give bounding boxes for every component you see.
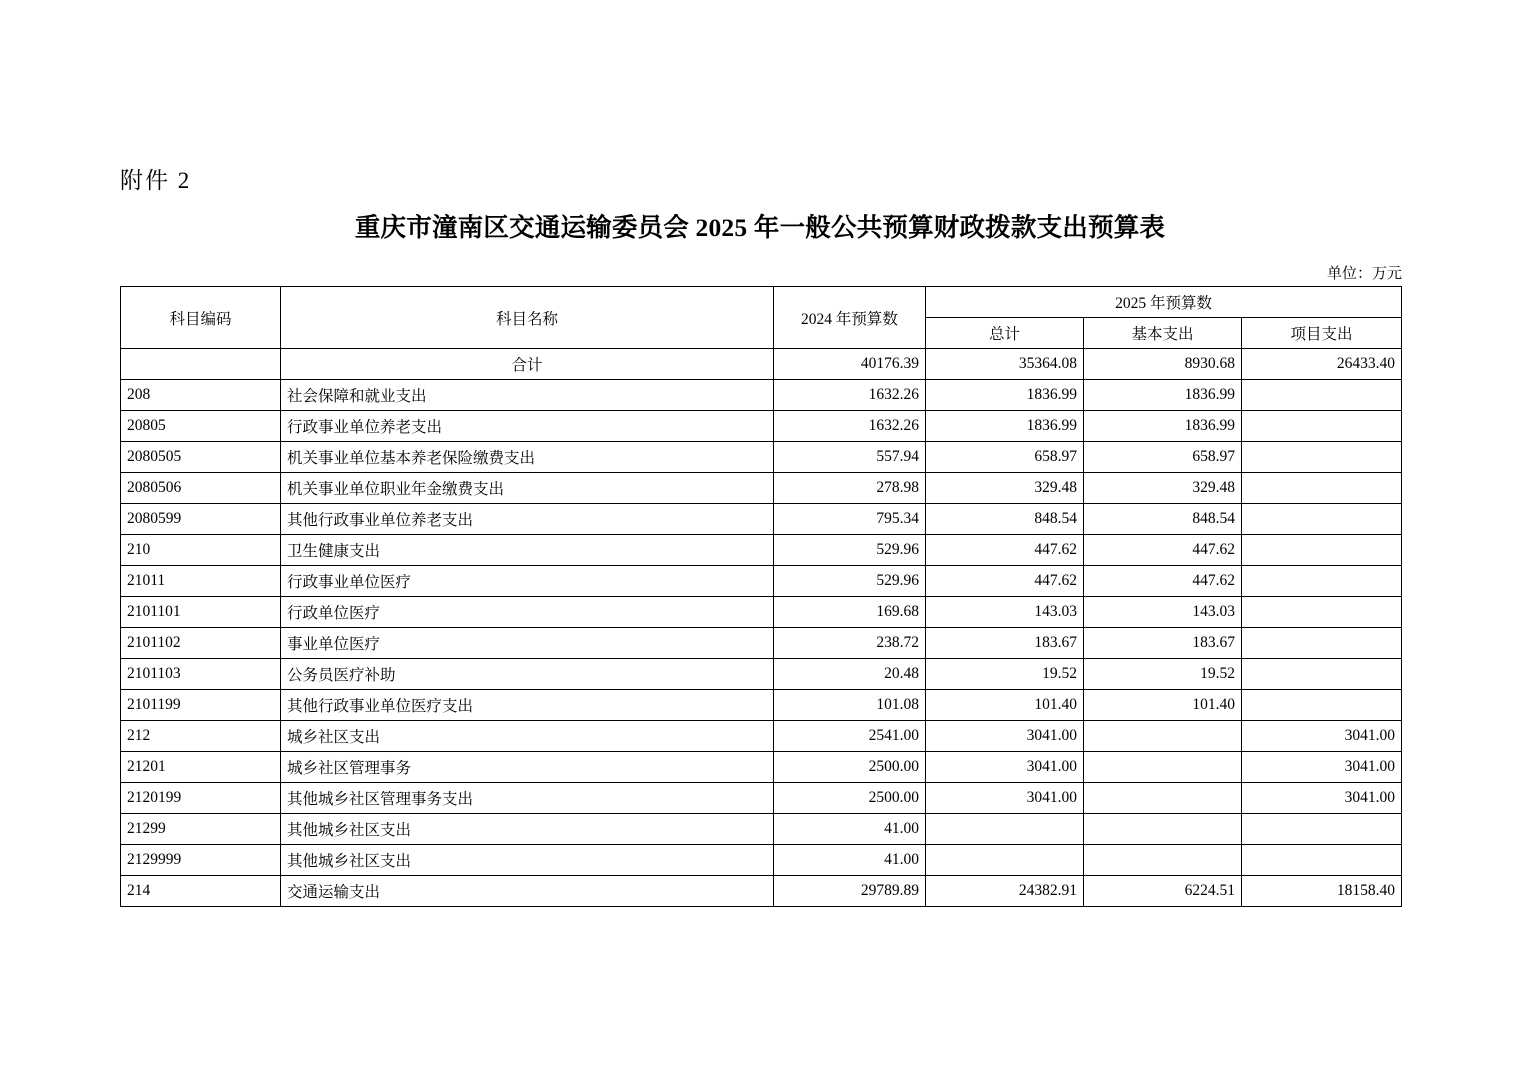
table-body [121,349,1402,907]
cell-project [1242,814,1402,845]
cell-project: 3041.00 [1242,721,1402,752]
cell-name: 行政事业单位养老支出 [281,411,774,442]
cell-basic: 6224.51 [1084,876,1242,907]
cell-basic: 19.52 [1084,659,1242,690]
cell-code: 208 [121,380,281,411]
cell-project [1242,380,1402,411]
cell-total: 143.03 [926,597,1084,628]
cell-name: 社会保障和就业支出 [281,380,774,411]
column-header-project: 项目支出 [1242,318,1402,349]
cell-budget-2024: 529.96 [774,566,926,597]
cell-budget-2024: 795.34 [774,504,926,535]
cell-project [1242,566,1402,597]
cell-budget-2024: 1632.26 [774,411,926,442]
cell-project [1242,535,1402,566]
cell-total: 447.62 [926,535,1084,566]
cell-basic: 143.03 [1084,597,1242,628]
cell-project [1242,597,1402,628]
table-row [121,752,1402,783]
cell-budget-2024: 2500.00 [774,752,926,783]
cell-budget-2024: 101.08 [774,690,926,721]
cell-total [926,814,1084,845]
cell-name: 交通运输支出 [281,876,774,907]
table-row [121,473,1402,504]
cell-name: 其他行政事业单位医疗支出 [281,690,774,721]
cell-budget-2024: 529.96 [774,535,926,566]
table-row [121,690,1402,721]
table-row [121,876,1402,907]
page-title: 重庆市潼南区交通运输委员会 2025 年一般公共预算财政拨款支出预算表 [354,213,1166,242]
cell-code [121,349,281,380]
cell-name: 机关事业单位基本养老保险缴费支出 [281,442,774,473]
cell-total: 101.40 [926,690,1084,721]
cell-name: 卫生健康支出 [281,535,774,566]
cell-basic [1084,845,1242,876]
cell-project [1242,659,1402,690]
attachment-label: 附件 2 [120,168,192,193]
cell-budget-2024: 41.00 [774,814,926,845]
cell-name: 其他城乡社区支出 [281,814,774,845]
cell-total: 3041.00 [926,752,1084,783]
cell-total: 19.52 [926,659,1084,690]
cell-code: 21299 [121,814,281,845]
cell-budget-2024: 40176.39 [774,349,926,380]
cell-basic: 101.40 [1084,690,1242,721]
table-row [121,442,1402,473]
cell-code: 212 [121,721,281,752]
unit-note: 单位：万元 [1326,266,1402,282]
cell-project: 18158.40 [1242,876,1402,907]
cell-code: 210 [121,535,281,566]
cell-budget-2024: 278.98 [774,473,926,504]
cell-total: 35364.08 [926,349,1084,380]
cell-total: 24382.91 [926,876,1084,907]
cell-name: 合计 [281,349,774,380]
cell-total: 1836.99 [926,411,1084,442]
table-header [121,287,1402,349]
cell-project: 3041.00 [1242,752,1402,783]
table-row [121,721,1402,752]
cell-code: 2080599 [121,504,281,535]
column-header-code: 科目编码 [121,287,281,349]
cell-total: 329.48 [926,473,1084,504]
cell-basic: 183.67 [1084,628,1242,659]
cell-name: 公务员医疗补助 [281,659,774,690]
cell-code: 20805 [121,411,281,442]
cell-total [926,845,1084,876]
cell-basic: 447.62 [1084,535,1242,566]
cell-total: 447.62 [926,566,1084,597]
table-row [121,783,1402,814]
cell-project [1242,628,1402,659]
cell-name: 城乡社区管理事务 [281,752,774,783]
cell-total: 3041.00 [926,721,1084,752]
cell-project [1242,442,1402,473]
table-row [121,535,1402,566]
cell-name: 行政单位医疗 [281,597,774,628]
cell-project: 3041.00 [1242,783,1402,814]
cell-budget-2024: 2541.00 [774,721,926,752]
cell-name: 其他行政事业单位养老支出 [281,504,774,535]
cell-project [1242,690,1402,721]
column-header-basic: 基本支出 [1084,318,1242,349]
cell-total: 3041.00 [926,783,1084,814]
table-row [121,659,1402,690]
cell-budget-2024: 1632.26 [774,380,926,411]
cell-budget-2024: 29789.89 [774,876,926,907]
budget-table [120,286,1402,907]
cell-basic [1084,814,1242,845]
cell-basic [1084,783,1242,814]
table-header-row-1 [121,287,1402,318]
table-row [121,504,1402,535]
cell-basic: 329.48 [1084,473,1242,504]
cell-basic: 447.62 [1084,566,1242,597]
cell-code: 214 [121,876,281,907]
cell-name: 事业单位医疗 [281,628,774,659]
cell-code: 2080505 [121,442,281,473]
cell-total: 848.54 [926,504,1084,535]
cell-budget-2024: 20.48 [774,659,926,690]
cell-basic: 658.97 [1084,442,1242,473]
cell-project [1242,473,1402,504]
cell-code: 2080506 [121,473,281,504]
cell-total: 183.67 [926,628,1084,659]
cell-code: 21201 [121,752,281,783]
table-row [121,628,1402,659]
cell-budget-2024: 557.94 [774,442,926,473]
cell-project [1242,845,1402,876]
cell-code: 2101101 [121,597,281,628]
cell-code: 2101102 [121,628,281,659]
cell-name: 行政事业单位医疗 [281,566,774,597]
cell-budget-2024: 2500.00 [774,783,926,814]
table-row [121,597,1402,628]
cell-project [1242,411,1402,442]
cell-code: 2120199 [121,783,281,814]
cell-name: 其他城乡社区管理事务支出 [281,783,774,814]
cell-budget-2024: 169.68 [774,597,926,628]
cell-total: 658.97 [926,442,1084,473]
cell-basic: 8930.68 [1084,349,1242,380]
cell-basic: 1836.99 [1084,380,1242,411]
cell-basic [1084,752,1242,783]
cell-name: 城乡社区支出 [281,721,774,752]
cell-basic: 1836.99 [1084,411,1242,442]
table-row [121,349,1402,380]
cell-code: 21011 [121,566,281,597]
column-header-budget-2024: 2024 年预算数 [774,287,926,349]
cell-budget-2024: 238.72 [774,628,926,659]
table-row [121,566,1402,597]
column-header-name: 科目名称 [281,287,774,349]
cell-project: 26433.40 [1242,349,1402,380]
table-row [121,411,1402,442]
cell-basic [1084,721,1242,752]
cell-code: 2101199 [121,690,281,721]
column-header-budget-2025: 2025 年预算数 [926,287,1402,318]
cell-name: 其他城乡社区支出 [281,845,774,876]
cell-name: 机关事业单位职业年金缴费支出 [281,473,774,504]
cell-total: 1836.99 [926,380,1084,411]
cell-budget-2024: 41.00 [774,845,926,876]
table-row [121,845,1402,876]
cell-code: 2101103 [121,659,281,690]
table-row [121,814,1402,845]
column-header-total: 总计 [926,318,1084,349]
table-row [121,380,1402,411]
cell-code: 2129999 [121,845,281,876]
cell-project [1242,504,1402,535]
cell-basic: 848.54 [1084,504,1242,535]
